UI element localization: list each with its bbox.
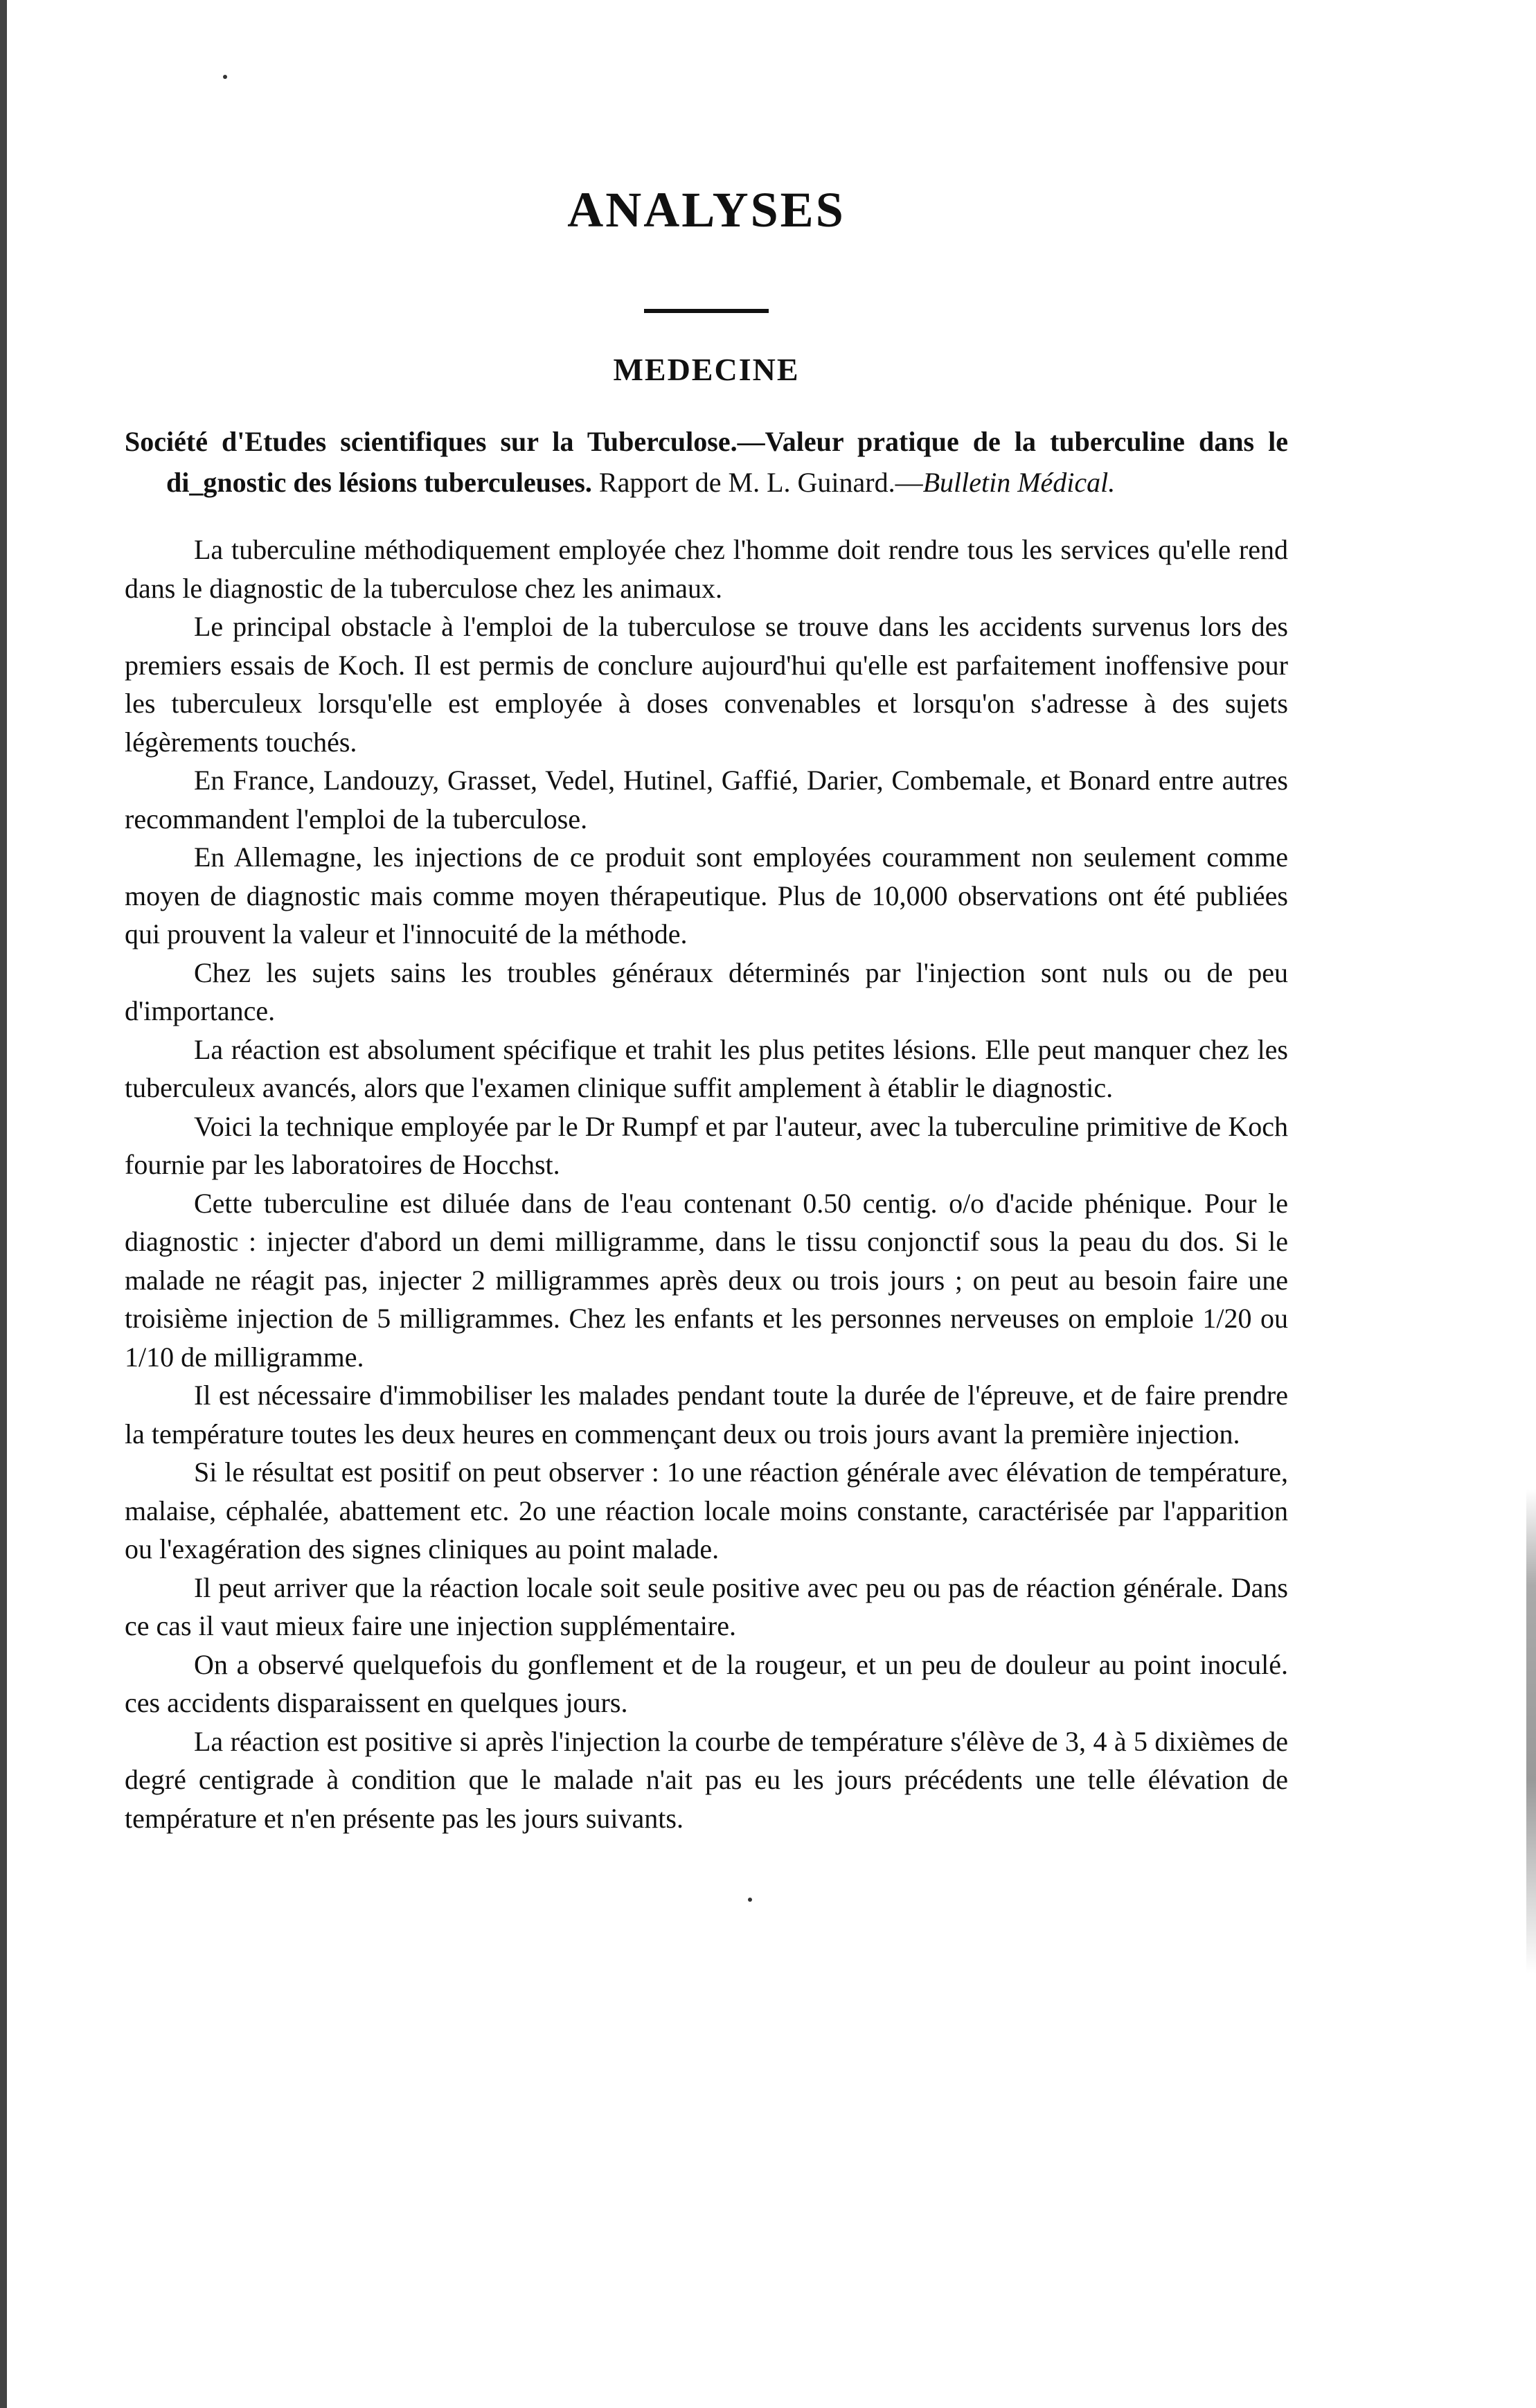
paragraph: Cette tuberculine est diluée dans de l'eau contenant 0.50 centig. o/o d'acide phénique. Pour le diagnostic : injecter d'abord un demi milligramme, dans le tissu conjonctif sous la peau du dos. Si le malade ne réagit pas, injecter 2 milligrammes après deux ou trois jours ; on peut au besoin faire une troisième injection de 5 milligrammes. Chez les enfants et les personnes nerveuses on emploie 1/20 ou 1/10 de milligramme. — [125, 1187, 1288, 1373]
paragraph: Il est nécessaire d'immobiliser les malades pendant toute la durée de l'épreuve, et de faire prendre la température toutes les deux heures en commençant deux ou trois jours avant la première injection. — [125, 1380, 1288, 1450]
print-speck — [748, 1898, 752, 1902]
article-title: Société d'Etudes scientifiques sur la Tuberculose.—Valeur pratique de la tuberculine dans le di_gnostic des lésions tuberculeuses. — [125, 426, 1288, 499]
title-divider — [644, 309, 769, 313]
print-speck — [223, 75, 227, 79]
paragraph: La réaction est absolument spécifique et trahit les plus petites lésions. Elle peut manquer chez les tuberculeux avancés, alors que l'examen clinique suffit amplement à établir le diagnostic. — [125, 1033, 1288, 1104]
article-report: Rapport de M. L. Guinard.— — [591, 467, 923, 499]
paragraph: La tuberculine méthodiquement employée chez l'homme doit rendre tous les services qu'elle rend dans le diagnostic de la tuberculose chez les animaux. — [125, 534, 1288, 604]
page-edge-shadow — [1526, 1489, 1536, 1974]
paragraph: On a observé quelquefois du gonflement et de la rougeur, et un peu de douleur au point inoculé. ces accidents disparaissent en quelques jours. — [125, 1648, 1288, 1719]
section-heading: MEDECINE — [613, 352, 800, 388]
paragraph: En France, Landouzy, Grasset, Vedel, Hutinel, Gaffié, Darier, Combemale, et Bonard entre autres recommandent l'emploi de la tuberculose. — [125, 765, 1288, 835]
paragraph: Si le résultat est positif on peut observer : 1o une réaction générale avec élévation de température, malaise, céphalée, abattement etc. 2o une réaction locale moins constante, caractérisée par l'apparition ou l'exagération des signes cliniques au point malade. — [125, 1456, 1288, 1565]
document-page — [125, 159, 1288, 1837]
paragraph: Voici la technique employée par le Dr Rumpf et par l'auteur, avec la tuberculine primitive de Koch fournie par les laboratoires de Hocchst. — [125, 1110, 1288, 1181]
article-body — [125, 530, 1288, 1837]
paragraph: Il peut arriver que la réaction locale soit seule positive avec peu ou pas de réaction générale. Dans ce cas il vaut mieux faire une injection supplémentaire. — [125, 1571, 1288, 1642]
paragraph: La réaction est positive si après l'injection la courbe de température s'élève de 3, 4 à 5 dixièmes de degré centigrade à condition que le malade n'ait pas eu les jours précédents une telle élévation de température et n'en présente pas les jours suivants. — [125, 1725, 1288, 1834]
paragraph: En Allemagne, les injections de ce produit sont employées couramment non seulement comme moyen de diagnostic mais comme moyen thérapeutique. Plus de 10,000 observations ont été publiées qui prouvent la valeur et l'innocuité de la méthode. — [125, 841, 1288, 950]
page-binding-edge — [0, 0, 7, 2408]
page-title: ANALYSES — [567, 182, 846, 238]
paragraph: Le principal obstacle à l'emploi de la tuberculose se trouve dans les accidents survenus lors des premiers essais de Koch. Il est permis de conclure aujourd'hui qu'elle est parfaitement inoffensive pour les tuberculeux lorsqu'elle est employée à doses convenables et lorsqu'on s'adresse à des sujets légèrements touchés. — [125, 611, 1288, 758]
article-source: Bulletin Médical. — [922, 467, 1116, 499]
article-heading — [125, 421, 1288, 503]
paragraph: Chez les sujets sains les troubles généraux déterminés par l'injection sont nuls ou de peu d'importance. — [125, 956, 1288, 1027]
